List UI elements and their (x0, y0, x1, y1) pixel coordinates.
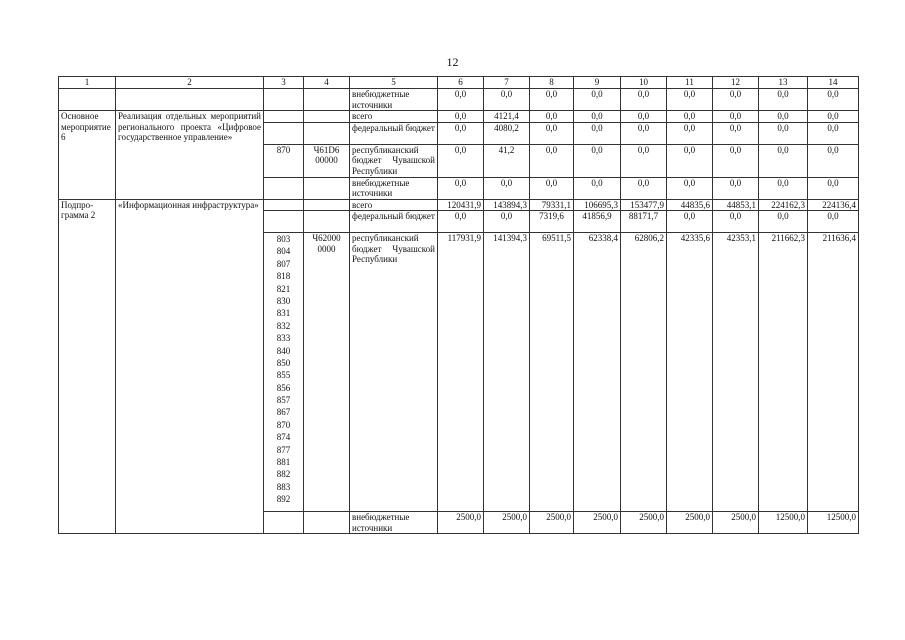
value-cell: 153477,9 (621, 199, 667, 211)
value-cell: 41,2 (484, 144, 530, 177)
col-header: 11 (667, 77, 713, 89)
value-cell: 2500,0 (484, 512, 530, 534)
value-cell: 0,0 (759, 144, 808, 177)
page-number: 12 (446, 55, 459, 69)
funding-source: всего (350, 111, 438, 123)
value-cell: 120431,9 (438, 199, 484, 211)
table-row (59, 199, 859, 211)
value-cell: 0,0 (667, 144, 713, 177)
col-header: 14 (808, 77, 859, 89)
grbs-code: 892 (276, 494, 291, 505)
value-cell: 0,0 (713, 144, 759, 177)
funding-source: республиканский бюджет Чувашской Республики (350, 144, 438, 177)
col-header: 13 (759, 77, 808, 89)
funding-source: республиканский бюджет Чувашской Республики (350, 233, 438, 512)
value-cell: 0,0 (621, 177, 667, 199)
col-header: 6 (438, 77, 484, 89)
value-cell: 41856,9 (574, 211, 621, 233)
value-cell: 0,0 (530, 122, 574, 144)
value-cell: 0,0 (484, 89, 530, 111)
col-header: 9 (574, 77, 621, 89)
value-cell: 0,0 (808, 122, 859, 144)
value-cell: 211662,3 (759, 233, 808, 512)
value-cell: 2500,0 (713, 512, 759, 534)
value-cell: 62338,4 (574, 233, 621, 512)
value-cell: 0,0 (759, 89, 808, 111)
value-cell: 7319,6 (530, 211, 574, 233)
value-cell: 0,0 (808, 211, 859, 233)
value-cell: 224162,3 (759, 199, 808, 211)
value-cell: 42353,1 (713, 233, 759, 512)
col-header: 8 (530, 77, 574, 89)
grbs-code: 804 (276, 246, 291, 257)
col-header: 2 (116, 77, 264, 89)
grbs-code: 856 (276, 382, 291, 393)
value-cell: 0,0 (713, 177, 759, 199)
value-cell: 0,0 (667, 111, 713, 123)
grbs-code: 883 (276, 481, 291, 492)
grbs-code: 803 (276, 234, 291, 244)
csr-code: Ч61D6 00000 (304, 144, 350, 177)
value-cell: 2500,0 (438, 512, 484, 534)
grbs-code: 821 (276, 283, 291, 294)
value-cell: 12500,0 (808, 512, 859, 534)
col-header: 12 (713, 77, 759, 89)
grbs-code: 881 (276, 457, 291, 468)
funding-source: внебюджетные источники (350, 512, 438, 534)
grbs-code-list (264, 233, 304, 512)
value-cell: 0,0 (713, 122, 759, 144)
value-cell: 0,0 (759, 122, 808, 144)
col-header: 7 (484, 77, 530, 89)
value-cell: 0,0 (438, 177, 484, 199)
grbs-code: 855 (276, 370, 291, 381)
grbs-code: 850 (276, 357, 291, 368)
value-cell: 0,0 (621, 122, 667, 144)
grbs-code: 857 (276, 395, 291, 406)
value-cell: 0,0 (621, 89, 667, 111)
value-cell: 0,0 (667, 122, 713, 144)
value-cell: 0,0 (667, 177, 713, 199)
program-description: «Информационная инфраструктура» (116, 199, 264, 534)
value-cell: 224136,4 (808, 199, 859, 211)
grbs-code: 818 (276, 271, 291, 282)
value-cell: 0,0 (438, 111, 484, 123)
grbs-code: 870 (276, 419, 291, 430)
grbs-code: 840 (276, 345, 291, 356)
value-cell: 42335,6 (667, 233, 713, 512)
value-cell: 0,0 (808, 177, 859, 199)
grbs-code: 807 (276, 258, 291, 269)
value-cell: 0,0 (438, 122, 484, 144)
table-row (59, 89, 859, 111)
value-cell: 211636,4 (808, 233, 859, 512)
value-cell: 79331,1 (530, 199, 574, 211)
value-cell: 106695,3 (574, 199, 621, 211)
funding-source: внебюджетные источники (350, 177, 438, 199)
value-cell: 2500,0 (621, 512, 667, 534)
value-cell: 0,0 (530, 177, 574, 199)
program-name: Подпрограмма 2 (59, 199, 116, 534)
col-header: 10 (621, 77, 667, 89)
value-cell: 88171,7 (621, 211, 667, 233)
value-cell: 0,0 (808, 144, 859, 177)
grbs-code: 882 (276, 469, 291, 480)
funding-source: внебюджетные источники (350, 89, 438, 111)
header-row (59, 77, 859, 89)
value-cell: 0,0 (530, 89, 574, 111)
grbs-code: 870 (264, 144, 304, 177)
value-cell: 44853,1 (713, 199, 759, 211)
grbs-code: 867 (276, 407, 291, 418)
value-cell: 0,0 (759, 211, 808, 233)
table-row (59, 111, 859, 123)
value-cell: 0,0 (438, 211, 484, 233)
value-cell: 143894,3 (484, 199, 530, 211)
col-header: 4 (304, 77, 350, 89)
col-header: 3 (264, 77, 304, 89)
value-cell: 69511,5 (530, 233, 574, 512)
grbs-code: 830 (276, 295, 291, 306)
value-cell: 0,0 (574, 177, 621, 199)
col-header: 5 (350, 77, 438, 89)
value-cell: 12500,0 (759, 512, 808, 534)
value-cell: 0,0 (713, 111, 759, 123)
value-cell: 0,0 (438, 89, 484, 111)
value-cell: 2500,0 (667, 512, 713, 534)
value-cell: 0,0 (438, 144, 484, 177)
value-cell: 0,0 (574, 111, 621, 123)
col-header: 1 (59, 77, 116, 89)
value-cell: 0,0 (621, 144, 667, 177)
value-cell: 0,0 (621, 111, 667, 123)
value-cell: 0,0 (713, 89, 759, 111)
budget-table (58, 76, 859, 534)
value-cell: 62806,2 (621, 233, 667, 512)
value-cell: 0,0 (667, 89, 713, 111)
grbs-code: 831 (276, 308, 291, 319)
value-cell: 0,0 (808, 89, 859, 111)
funding-source: федеральный бюджет (350, 211, 438, 233)
value-cell: 0,0 (574, 144, 621, 177)
grbs-code: 833 (276, 333, 291, 344)
funding-source: всего (350, 199, 438, 211)
value-cell: 0,0 (530, 111, 574, 123)
value-cell: 0,0 (759, 111, 808, 123)
grbs-code: 874 (276, 432, 291, 443)
value-cell: 0,0 (484, 211, 530, 233)
program-name: Основное мероприятие 6 (59, 111, 116, 200)
value-cell: 0,0 (530, 144, 574, 177)
value-cell: 0,0 (484, 177, 530, 199)
value-cell: 0,0 (574, 122, 621, 144)
value-cell: 0,0 (808, 111, 859, 123)
grbs-code: 832 (276, 320, 291, 331)
value-cell: 0,0 (667, 211, 713, 233)
program-description: Реализация отдельных мероприятий регионального проекта «Цифровое государственное управление» (116, 111, 264, 200)
value-cell: 44835,6 (667, 199, 713, 211)
value-cell: 0,0 (574, 89, 621, 111)
value-cell: 0,0 (759, 177, 808, 199)
value-cell: 4121,4 (484, 111, 530, 123)
csr-code: Ч62000 0000 (304, 233, 350, 512)
value-cell: 4080,2 (484, 122, 530, 144)
value-cell: 117931,9 (438, 233, 484, 512)
value-cell: 2500,0 (574, 512, 621, 534)
grbs-code: 877 (276, 444, 291, 455)
value-cell: 0,0 (713, 211, 759, 233)
value-cell: 141394,3 (484, 233, 530, 512)
funding-source: федеральный бюджет (350, 122, 438, 144)
value-cell: 2500,0 (530, 512, 574, 534)
